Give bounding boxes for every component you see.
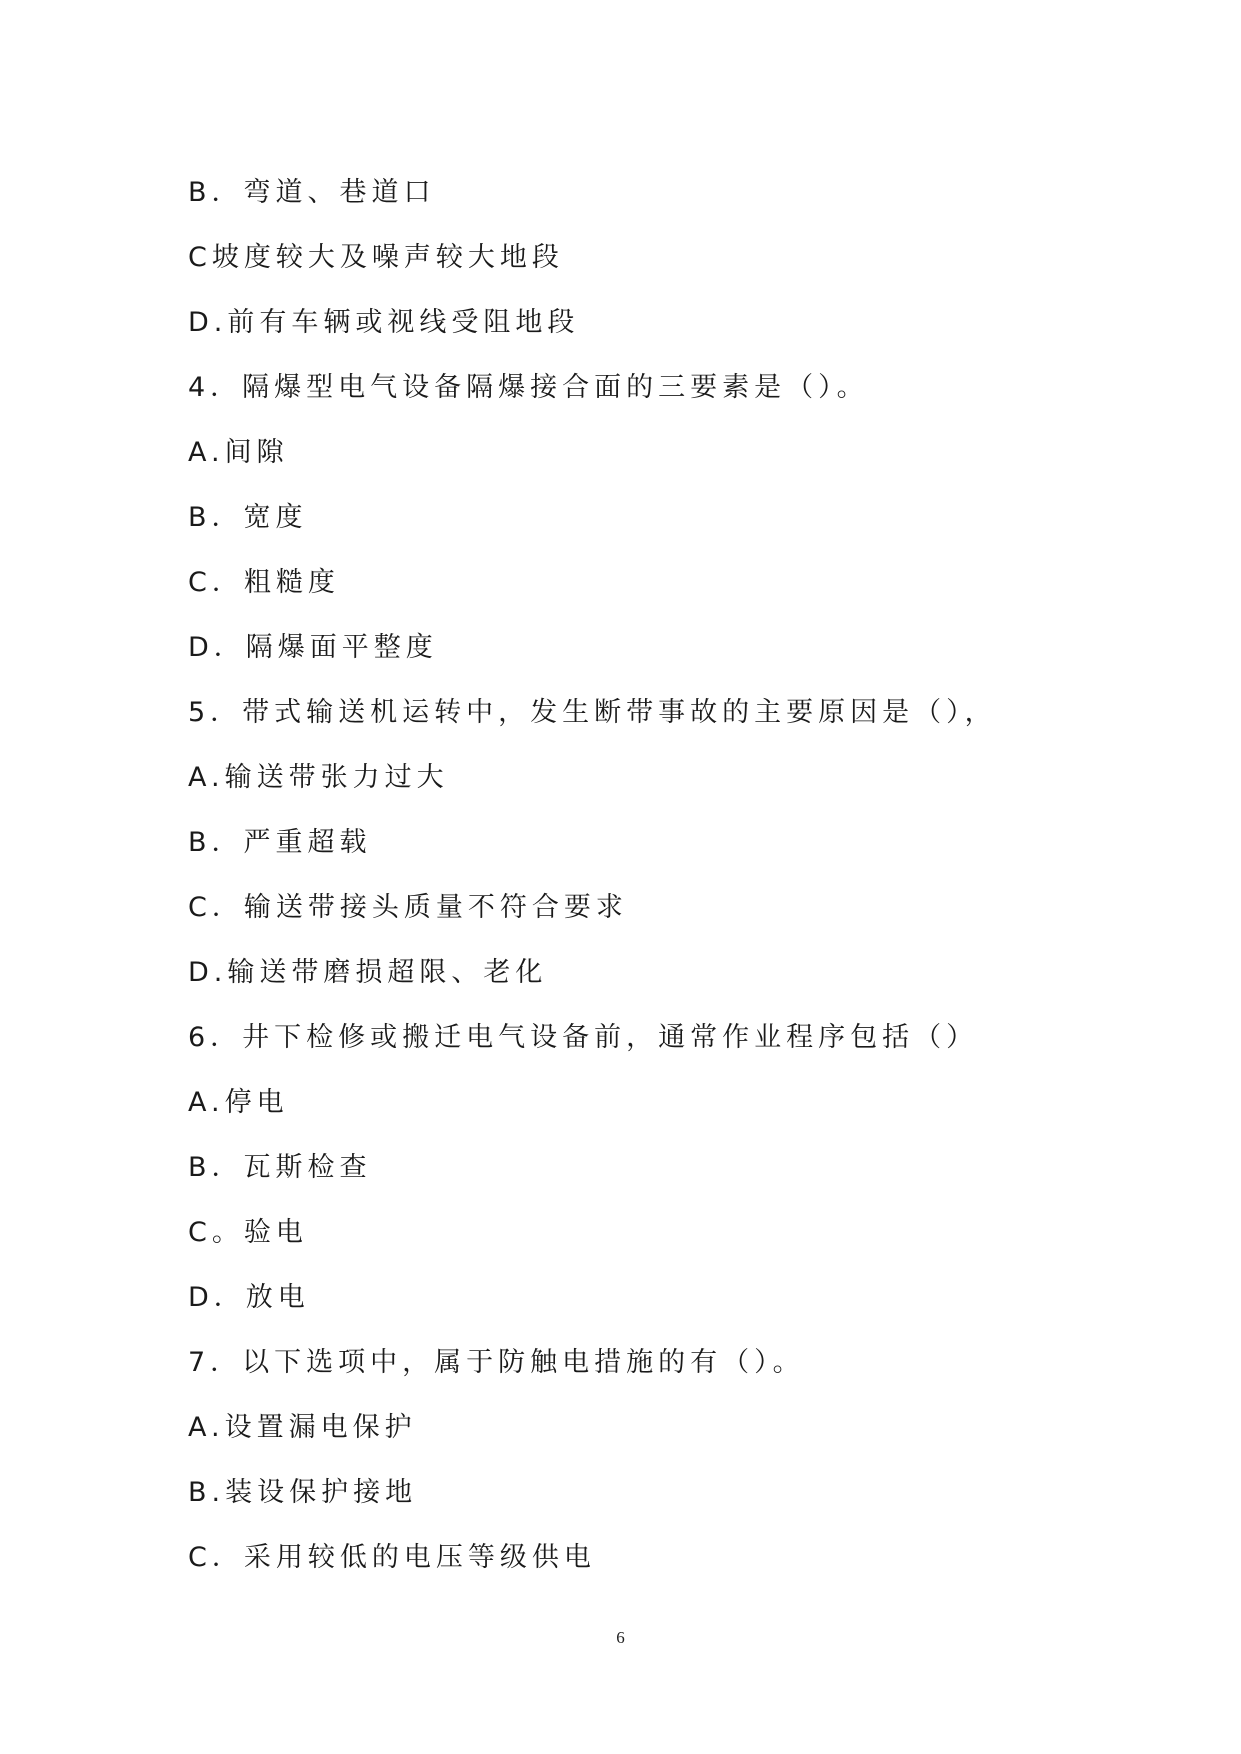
option-line: B．严重超载	[188, 827, 372, 858]
page-number: 6	[616, 1628, 625, 1647]
option-line: A.停电	[188, 1087, 289, 1118]
option-line: B.装设保护接地	[188, 1477, 418, 1508]
option-line: D.输送带磨损超限、老化	[188, 957, 548, 988]
option-line: A.间隙	[188, 437, 289, 468]
question-line: 5．带式输送机运转中，发生断带事故的主要原因是（），	[188, 697, 997, 728]
option-line: C．采用较低的电压等级供电	[188, 1542, 596, 1573]
option-line: C。验电	[188, 1217, 308, 1248]
option-line: C．粗糙度	[188, 567, 340, 598]
option-line: C坡度较大及噪声较大地段	[188, 242, 564, 273]
question-line: 7．以下选项中，属于防触电措施的有（）。	[188, 1347, 805, 1378]
option-line: D．放电	[188, 1282, 310, 1313]
option-line: D．隔爆面平整度	[188, 632, 438, 663]
option-line: B．瓦斯检查	[188, 1152, 372, 1183]
option-line: B．弯道、巷道口	[188, 177, 436, 208]
question-line: 4．隔爆型电气设备隔爆接合面的三要素是（）。	[188, 372, 869, 403]
option-line: C．输送带接头质量不符合要求	[188, 892, 628, 923]
option-line: A.设置漏电保护	[188, 1412, 417, 1443]
question-line: 6．井下检修或搬迁电气设备前，通常作业程序包括（）	[188, 1022, 979, 1053]
option-line: D.前有车辆或视线受阻地段	[188, 307, 580, 338]
option-line: B．宽度	[188, 502, 308, 533]
question-text-block	[188, 160, 1148, 1590]
option-line: A.输送带张力过大	[188, 762, 449, 793]
